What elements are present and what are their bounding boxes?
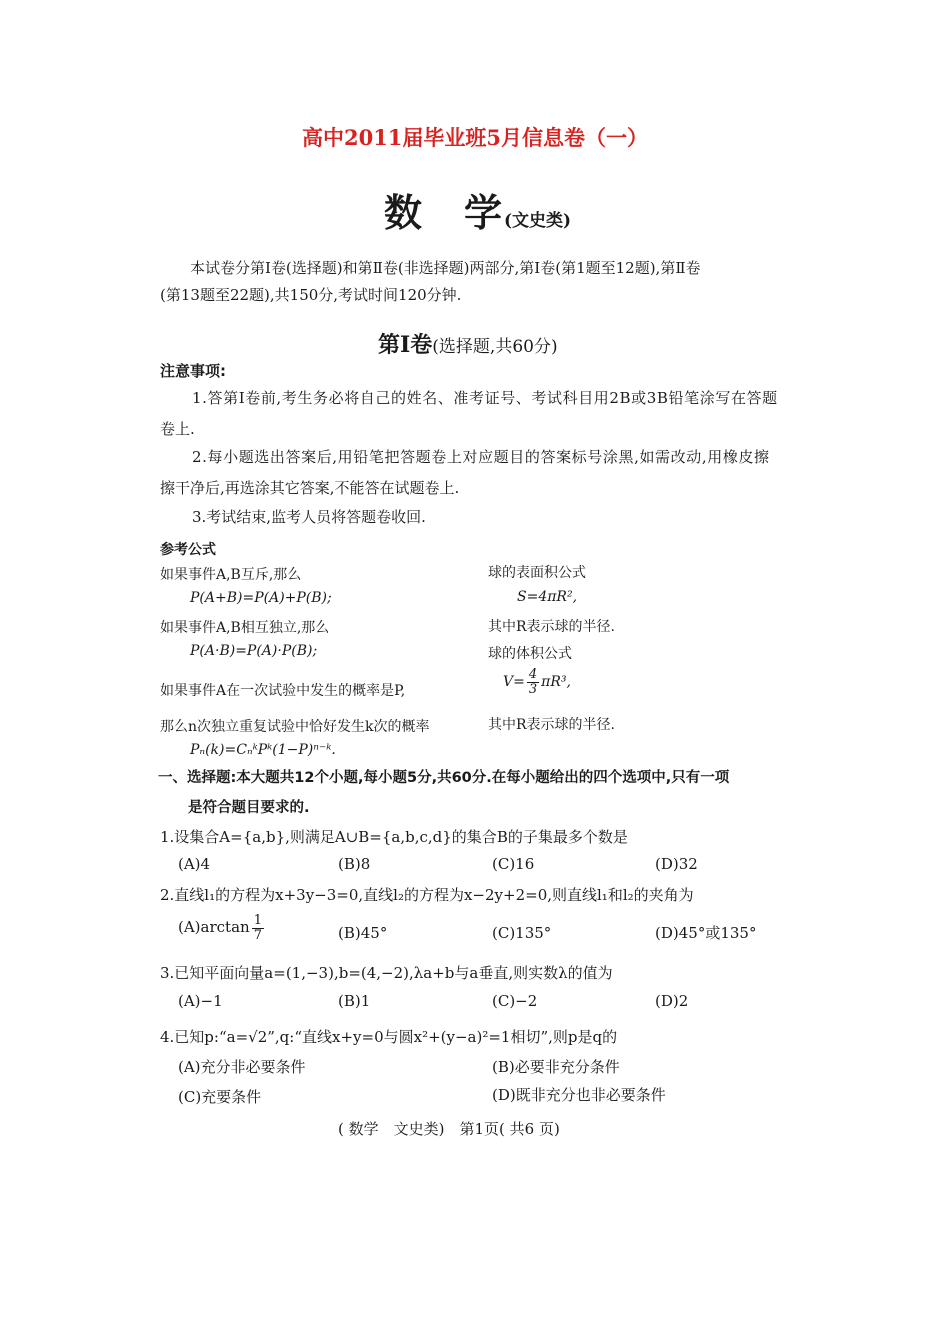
q3-stem: 3.已知平面向量a=(1,−3),b=(4,−2),λa+b与a垂直,则实数λ的值为 xyxy=(160,964,613,982)
note-2b: 擦干净后,再选涂其它答案,不能答在试题卷上. xyxy=(160,479,460,497)
volume-fraction-num: 4 xyxy=(528,667,538,682)
volume-fraction xyxy=(527,668,539,696)
formula-left-7: Pₙ(k)=CₙᵏPᵏ(1−P)ⁿ⁻ᵏ. xyxy=(190,742,336,758)
volume-rhs: πR³, xyxy=(541,674,571,691)
q2-option-d: (D)45°或135° xyxy=(655,924,757,942)
q2-option-c: (C)135° xyxy=(492,924,552,942)
subject-heading xyxy=(384,182,571,237)
q1-option-a: (A)4 xyxy=(178,855,211,873)
q1-stem: 1.设集合A={a,b},则满足A∪B={a,b,c,d}的集合B的子集最多个数是 xyxy=(160,828,628,846)
formula-left-6: 那么n次独立重复试验中恰好发生k次的概率 xyxy=(160,719,430,735)
q2-option-a xyxy=(178,914,266,942)
section1-line-1: 一、选择题:本大题共12个小题,每小题5分,共60分.在每小题给出的四个选项中,只有一项 xyxy=(158,770,730,786)
subject-category: (文史类) xyxy=(504,211,572,231)
note-1a: 1.答第Ⅰ卷前,考生务必将自己的姓名、准考证号、考试科目用2B或3B铅笔涂写在答题 xyxy=(192,389,778,407)
note-2a: 2.每小题选出答案后,用铅笔把答题卷上对应题目的答案标号涂黑,如需改动,用橡皮擦 xyxy=(192,448,770,466)
note-1b: 卷上. xyxy=(160,420,195,438)
section1-line-2: 是符合题目要求的. xyxy=(188,800,310,816)
q4-option-b: (B)必要非充分条件 xyxy=(492,1058,620,1076)
page-footer: ( 数学 文史类) 第1页( 共6 页) xyxy=(338,1120,560,1138)
q1-option-d: (D)32 xyxy=(655,855,698,873)
note-3: 3.考试结束,监考人员将答题卷收回. xyxy=(192,508,426,526)
q2-fraction-den: 7 xyxy=(253,927,262,943)
exam-title: 高中2011届毕业班5月信息卷（一） xyxy=(301,125,649,150)
part1-subtitle: (选择题,共60分) xyxy=(432,337,558,357)
formula-right-5 xyxy=(503,668,571,696)
formula-left-4: P(A·B)=P(A)·P(B); xyxy=(190,643,318,659)
q4-option-c: (C)充要条件 xyxy=(178,1088,262,1106)
q3-option-a: (A)−1 xyxy=(178,992,223,1010)
q2-fraction-num: 1 xyxy=(253,913,262,928)
formulas-heading: 参考公式 xyxy=(160,542,216,558)
volume-fraction-den: 3 xyxy=(528,681,538,697)
formula-left-3: 如果事件A,B相互独立,那么 xyxy=(160,620,330,636)
part1-heading xyxy=(378,328,558,359)
notes-heading: 注意事项: xyxy=(160,362,226,380)
q2-option-b: (B)45° xyxy=(338,924,388,942)
formula-left-2: P(A+B)=P(A)+P(B); xyxy=(190,590,332,606)
part1-title: 第Ⅰ卷 xyxy=(378,332,433,358)
q2-stem: 2.直线l₁的方程为x+3y−3=0,直线l₂的方程为x−2y+2=0,则直线l₁和l₂的夹角为 xyxy=(160,886,694,904)
formula-right-4: 球的体积公式 xyxy=(488,646,572,662)
q4-stem: 4.已知p:“a=√2”,q:“直线x+y=0与圆x²+(y−a)²=1相切”,则p是q的 xyxy=(160,1028,618,1046)
intro-line-1: 本试卷分第Ⅰ卷(选择题)和第Ⅱ卷(非选择题)两部分,第Ⅰ卷(第1题至12题),第Ⅱ卷 xyxy=(190,259,701,277)
q3-option-b: (B)1 xyxy=(338,992,371,1010)
q4-option-d: (D)既非充分也非必要条件 xyxy=(492,1086,666,1104)
formula-right-2: S=4πR², xyxy=(517,589,578,605)
q1-option-b: (B)8 xyxy=(338,855,371,873)
q2-fraction xyxy=(252,914,264,942)
q1-option-c: (C)16 xyxy=(492,855,535,873)
q4-option-a: (A)充分非必要条件 xyxy=(178,1058,306,1076)
formula-left-5: 如果事件A在一次试验中发生的概率是P, xyxy=(160,683,406,699)
formula-left-1: 如果事件A,B互斥,那么 xyxy=(160,567,302,583)
q2-option-a-label: (A)arctan xyxy=(178,918,250,937)
q3-option-c: (C)−2 xyxy=(492,992,538,1010)
subject-title: 数 学 xyxy=(384,190,505,235)
formula-right-3: 其中R表示球的半径. xyxy=(488,619,615,635)
volume-lhs: V= xyxy=(503,674,525,691)
q3-option-d: (D)2 xyxy=(655,992,689,1010)
formula-right-1: 球的表面积公式 xyxy=(488,565,586,581)
formula-right-6: 其中R表示球的半径. xyxy=(488,717,615,733)
intro-line-2: (第13题至22题),共150分,考试时间120分钟. xyxy=(160,286,462,304)
